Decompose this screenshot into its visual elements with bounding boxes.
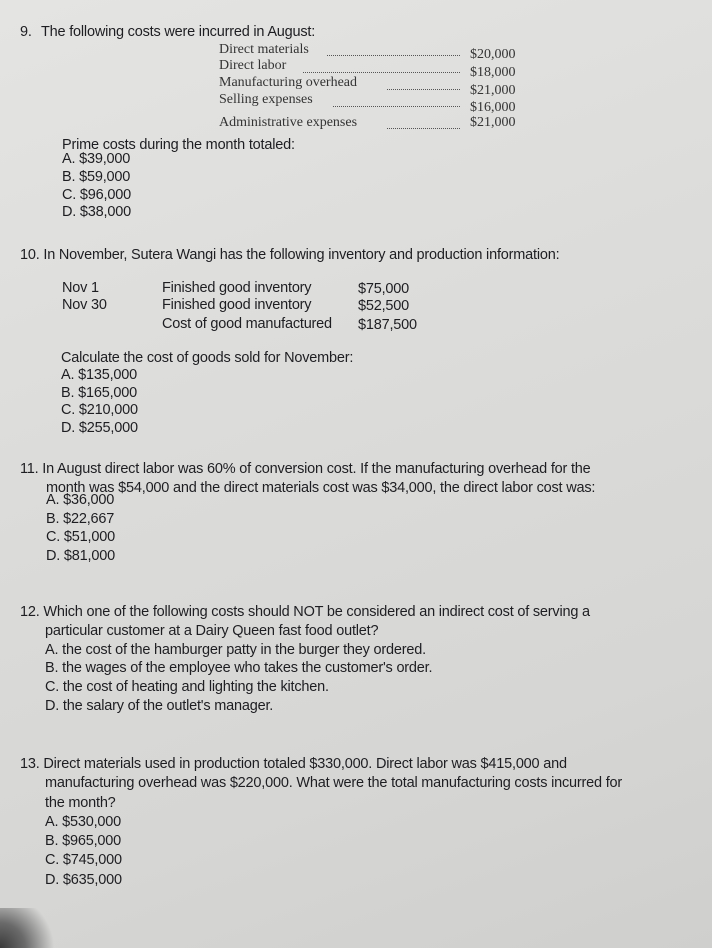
q10-value: $52,500 (358, 298, 410, 314)
q9-item-value: $21,000 (470, 83, 516, 98)
q10-date: Nov 30 (62, 297, 107, 313)
q9-item-label: Direct materials (219, 42, 309, 57)
q10-stem: 10. In November, Sutera Wangi has the following inventory and production information: (20, 247, 560, 263)
q13-line: the month? (45, 795, 116, 811)
answer-option: B. $59,000 (62, 169, 131, 185)
answer-option: B. $965,000 (45, 833, 122, 849)
q9-item-label: Direct labor (219, 58, 287, 73)
q10-question: Calculate the cost of goods sold for November: (61, 350, 354, 366)
dot-leader (327, 55, 460, 56)
q13-line: manufacturing overhead was $220,000. What were the total manufacturing costs incurred for (45, 775, 623, 791)
q9-item-value: $20,000 (470, 47, 516, 62)
q10-value: $187,500 (358, 317, 417, 333)
answer-option: D. $38,000 (62, 204, 131, 220)
q11-line: 11. In August direct labor was 60% of conversion cost. If the manufacturing overhead for the (20, 461, 591, 477)
q13-line: 13. Direct materials used in production totaled $330,000. Direct labor was $415,000 and (20, 756, 567, 772)
answer-option: A. the cost of the hamburger patty in the burger they ordered. (45, 642, 426, 658)
answer-option: D. $255,000 (61, 420, 138, 436)
dot-leader (333, 106, 460, 107)
q10-label: Finished good inventory (162, 280, 312, 296)
answer-option: C. $51,000 (46, 529, 115, 545)
photo-shadow (0, 908, 60, 948)
answer-option: B. $22,667 (46, 511, 115, 527)
q9-item-label: Manufacturing overhead (219, 75, 357, 90)
dot-leader (387, 89, 460, 90)
q12-line: particular customer at a Dairy Queen fast food outlet? (45, 623, 379, 639)
q11-line: month was $54,000 and the direct materials cost was $34,000, the direct labor cost was: (46, 480, 596, 496)
q9-item-label: Selling expenses (219, 92, 313, 107)
answer-option: C. the cost of heating and lighting the kitchen. (45, 679, 329, 695)
q9-stem: The following costs were incurred in August: (41, 24, 316, 40)
answer-option: A. $530,000 (45, 814, 122, 830)
q9-number: 9. (20, 24, 32, 40)
q10-label: Cost of good manufactured (162, 316, 332, 332)
q9-item-value: $16,000 (470, 100, 516, 115)
q10-date: Nov 1 (62, 280, 99, 296)
answer-option: A. $39,000 (62, 151, 131, 167)
answer-option: D. $81,000 (46, 548, 115, 564)
dot-leader (303, 72, 460, 73)
q10-value: $75,000 (358, 281, 410, 297)
answer-option: C. $745,000 (45, 852, 122, 868)
answer-option: C. $210,000 (61, 402, 138, 418)
q9-item-label: Administrative expenses (219, 115, 358, 130)
answer-option: D. the salary of the outlet's manager. (45, 698, 274, 714)
q9-item-value: $18,000 (470, 65, 516, 80)
answer-option: B. the wages of the employee who takes the customer's order. (45, 660, 433, 676)
answer-option: A. $36,000 (46, 492, 115, 508)
q10-label: Finished good inventory (162, 297, 312, 313)
answer-option: A. $135,000 (61, 367, 138, 383)
q9-item-value: $21,000 (470, 115, 516, 130)
answer-option: D. $635,000 (45, 872, 122, 888)
q9-question: Prime costs during the month totaled: (62, 137, 295, 153)
dot-leader (387, 128, 460, 129)
answer-option: B. $165,000 (61, 385, 138, 401)
q12-line: 12. Which one of the following costs should NOT be considered an indirect cost of serving a (20, 604, 590, 620)
answer-option: C. $96,000 (62, 187, 131, 203)
